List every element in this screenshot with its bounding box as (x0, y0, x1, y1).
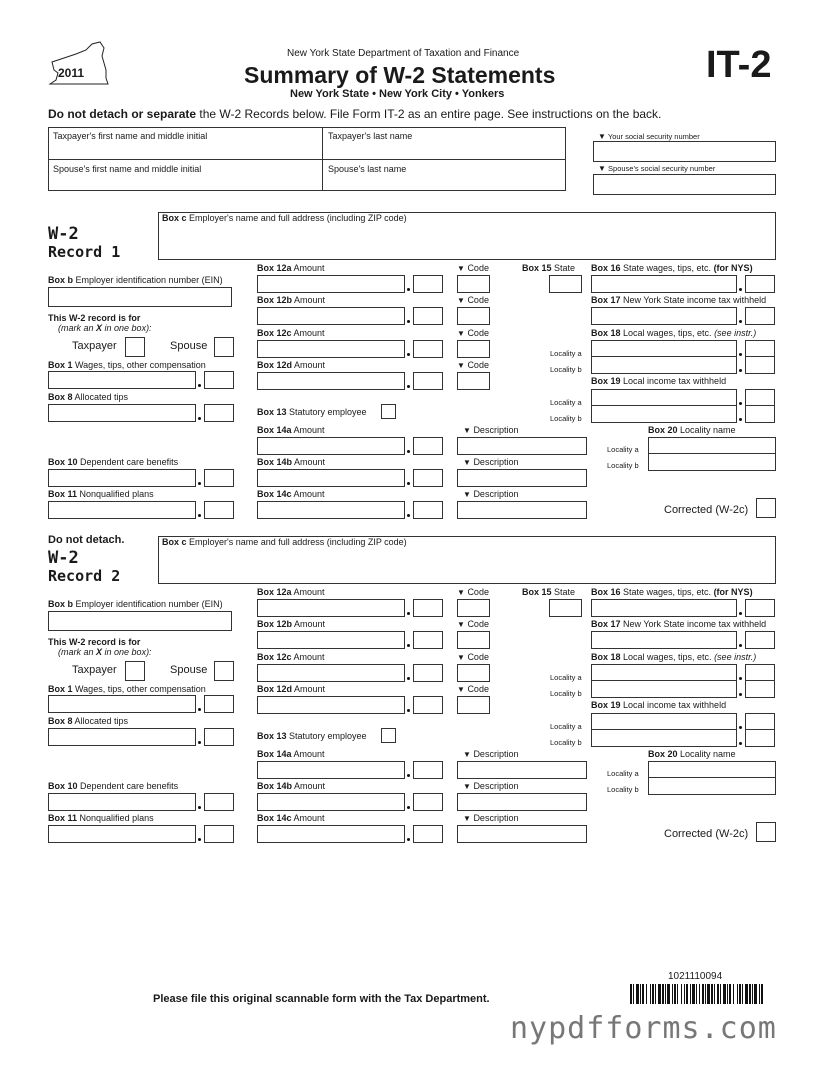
r1-corrected-label: Corrected (W-2c) (664, 504, 749, 516)
r2-corrected-label: Corrected (W-2c) (664, 828, 749, 840)
r1-box14b-dollars[interactable] (257, 469, 405, 487)
r1-record-for-label: This W-2 record is for (48, 313, 141, 323)
r2-box18-label: Box 18 Local wages, tips, etc. (see instr.) (591, 652, 757, 662)
r1-box12b-code-label: ▼ Code (457, 295, 489, 305)
barcode-bar (684, 984, 685, 1004)
r1-box13-checkbox[interactable] (381, 404, 396, 419)
r2-corrected-checkbox[interactable] (756, 822, 776, 842)
r2-box17-dollars[interactable] (591, 631, 737, 649)
r2-box14a-dollars[interactable] (257, 761, 405, 779)
r2-box1-dollars[interactable] (48, 695, 196, 713)
r1-box14b-cents[interactable] (413, 469, 443, 487)
r2-box18-b-dollars[interactable] (591, 680, 737, 698)
r2-box12c-code-label: ▼ Code (457, 652, 489, 662)
r2-box12a-decimal (407, 612, 410, 615)
r1-box10-dollars[interactable] (48, 469, 196, 487)
r1-box20-label: Box 20 Locality name (648, 425, 736, 435)
r2-box17-label: Box 17 New York State income tax withheld (591, 619, 767, 629)
r2-box8-dollars[interactable] (48, 728, 196, 746)
r2-box-b-label: Box b Employer identification number (EIN) (48, 599, 223, 609)
tax-year: 2011 (58, 66, 85, 80)
r2-box1-label: Box 1 Wages, tips, other compensation (48, 684, 206, 694)
r2-box12b-cents[interactable] (413, 631, 443, 649)
r1-box18-label: Box 18 Local wages, tips, etc. (see instr.) (591, 328, 757, 338)
r2-box16-dollars[interactable] (591, 599, 737, 617)
do-not-detach: Do not detach. (48, 534, 125, 546)
r1-box12c-code[interactable] (457, 340, 490, 358)
r2-box11-decimal (198, 838, 201, 841)
taxpayer-first-name-input[interactable] (50, 143, 320, 158)
r2-box12b-code[interactable] (457, 631, 490, 649)
r2-box14a-cents[interactable] (413, 761, 443, 779)
r2-box14c-desc[interactable] (457, 825, 587, 843)
r1-box12a-cents[interactable] (413, 275, 443, 293)
r2-box14a-decimal (407, 774, 410, 777)
r1-corrected-checkbox[interactable] (756, 498, 776, 518)
r2-box19-b-dollars[interactable] (591, 729, 737, 747)
name-divider-v (322, 127, 323, 191)
r2-box12a-code[interactable] (457, 599, 490, 617)
r2-box12c-code[interactable] (457, 664, 490, 682)
r2-box10-dollars[interactable] (48, 793, 196, 811)
barcode-bar (759, 984, 760, 1004)
r2-spouse-label: Spouse (170, 664, 208, 676)
r1-box18-a-decimal (739, 353, 742, 356)
r1-box1-label: Box 1 Wages, tips, other compensation (48, 360, 206, 370)
r2-box18-b-cents[interactable] (745, 680, 775, 698)
r2-box14b-dollars[interactable] (257, 793, 405, 811)
barcode-bar (742, 984, 743, 1004)
r1-box12d-label: Box 12d Amount (257, 360, 326, 370)
r2-box12b-decimal (407, 644, 410, 647)
form-title: Summary of W-2 Statements (244, 62, 556, 88)
r1-box19-b-dollars[interactable] (591, 405, 737, 423)
r1-box20-locality-a-label: Locality a (607, 445, 639, 454)
r2-box10-label: Box 10 Dependent care benefits (48, 781, 179, 791)
r1-box12c-decimal (407, 353, 410, 356)
r1-box14a-desc[interactable] (457, 437, 587, 455)
spouse-first-name-input[interactable] (50, 175, 320, 190)
r2-box11-cents[interactable] (204, 825, 234, 843)
r1-box18-locality-b-label: Locality b (550, 365, 582, 374)
r1-box14b-label: Box 14b Amount (257, 457, 326, 467)
r1-taxpayer-label: Taxpayer (72, 340, 117, 352)
r2-box12a-code-label: ▼ Code (457, 587, 489, 597)
barcode (630, 984, 766, 1004)
r2-box14b-decimal (407, 806, 410, 809)
r2-box12b-dollars[interactable] (257, 631, 405, 649)
r2-box18-locality-a-label: Locality a (550, 673, 582, 682)
r1-box19-label: Box 19 Local income tax withheld (591, 376, 727, 386)
barcode-bar (640, 984, 641, 1004)
r2-record-for-label: This W-2 record is for (48, 637, 141, 647)
r1-box10-cents[interactable] (204, 469, 234, 487)
r1-box19-b-decimal (739, 418, 742, 421)
r1-box8-label: Box 8 Allocated tips (48, 392, 129, 402)
r1-box14a-label: Box 14a Amount (257, 425, 325, 435)
r2-box8-cents[interactable] (204, 728, 234, 746)
r2-box14c-label: Box 14c Amount (257, 813, 325, 823)
r2-box12c-cents[interactable] (413, 664, 443, 682)
r2-box19-a-decimal (739, 726, 742, 729)
r1-box1-dollars[interactable] (48, 371, 196, 389)
barcode-bar (723, 984, 726, 1004)
barcode-bar (662, 984, 664, 1004)
r2-box19-b-decimal (739, 742, 742, 745)
r1-box16-label: Box 16 State wages, tips, etc. (for NYS) (591, 263, 753, 273)
r1-spouse-label: Spouse (170, 340, 208, 352)
r2-box8-label: Box 8 Allocated tips (48, 716, 129, 726)
r2-box12b-code-label: ▼ Code (457, 619, 489, 629)
r1-box10-decimal (198, 482, 201, 485)
barcode-bar (681, 984, 682, 1004)
r2-box17-cents[interactable] (745, 631, 775, 649)
barcode-bar (646, 984, 647, 1004)
r2-box14b-cents[interactable] (413, 793, 443, 811)
r2-box19-b-cents[interactable] (745, 729, 775, 747)
r2-box13-checkbox[interactable] (381, 728, 396, 743)
r2-box13-label: Box 13 Statutory employee (257, 731, 367, 741)
barcode-bar (665, 984, 666, 1004)
barcode-bar (739, 984, 741, 1004)
r2-box14a-label: Box 14a Amount (257, 749, 325, 759)
r1-box13-label: Box 13 Statutory employee (257, 407, 367, 417)
r1-box12d-code[interactable] (457, 372, 490, 390)
r1-box19-locality-b-label: Locality b (550, 414, 582, 423)
barcode-bar (714, 984, 715, 1004)
r1-box12d-dollars[interactable] (257, 372, 405, 390)
r2-box14c-cents[interactable] (413, 825, 443, 843)
r1-box14c-dollars[interactable] (257, 501, 405, 519)
r1-box12a-label: Box 12a Amount (257, 263, 325, 273)
name-divider-h (48, 159, 566, 160)
r1-box12b-decimal (407, 320, 410, 323)
r1-box14c-desc-label: ▼ Description (463, 489, 519, 499)
r1-box12c-dollars[interactable] (257, 340, 405, 358)
r1-box17-cents[interactable] (745, 307, 775, 325)
r1-box14b-desc[interactable] (457, 469, 587, 487)
taxpayer-last-name-input[interactable] (325, 143, 564, 158)
ssn-input[interactable] (593, 141, 776, 162)
r1-box14c-decimal (407, 514, 410, 517)
taxpayer-first-name-label: Taxpayer's first name and middle initial (53, 131, 208, 141)
barcode-bar (727, 984, 728, 1004)
r1-mark-x-label: (mark an X in one box): (58, 323, 152, 333)
r2-box15-input[interactable] (549, 599, 582, 617)
r2-box18-locality-b-label: Locality b (550, 689, 582, 698)
barcode-number: 1021110094 (668, 971, 723, 982)
r2-spouse-checkbox[interactable] (214, 661, 234, 681)
form-id: IT-2 (706, 44, 772, 86)
r1-box19-a-decimal (739, 402, 742, 405)
watermark: nypdfforms.com (510, 1011, 777, 1046)
r2-box1-decimal (198, 708, 201, 711)
barcode-bar (761, 984, 763, 1004)
r2-box16-label: Box 16 State wages, tips, etc. (for NYS) (591, 587, 753, 597)
r1-box12a-code-label: ▼ Code (457, 263, 489, 273)
barcode-bar (652, 984, 654, 1004)
barcode-bar (690, 984, 691, 1004)
r2-box20-label: Box 20 Locality name (648, 749, 736, 759)
r2-w2-title: W-2 (48, 548, 79, 568)
r2-box12a-dollars[interactable] (257, 599, 405, 617)
r2-box16-decimal (739, 612, 742, 615)
r1-box12b-label: Box 12b Amount (257, 295, 326, 305)
barcode-bar (702, 984, 704, 1004)
r1-box14c-cents[interactable] (413, 501, 443, 519)
barcode-bar (633, 984, 634, 1004)
r2-box19-label: Box 19 Local income tax withheld (591, 700, 727, 710)
r1-box14b-desc-label: ▼ Description (463, 457, 519, 467)
barcode-bar (752, 984, 753, 1004)
spouse-ssn-input[interactable] (593, 174, 776, 195)
r2-box12a-label: Box 12a Amount (257, 587, 325, 597)
r2-box12d-code[interactable] (457, 696, 490, 714)
barcode-bar (630, 984, 632, 1004)
r2-taxpayer-label: Taxpayer (72, 664, 117, 676)
r2-box12b-label: Box 12b Amount (257, 619, 326, 629)
r1-box17-label: Box 17 New York State income tax withheld (591, 295, 767, 305)
r1-box12a-decimal (407, 288, 410, 291)
r1-box18-b-dollars[interactable] (591, 356, 737, 374)
r2-box12c-label: Box 12c Amount (257, 652, 325, 662)
r1-ein-input[interactable] (48, 287, 232, 307)
ny-state-logo (46, 40, 112, 88)
r1-box12c-cents[interactable] (413, 340, 443, 358)
barcode-bar (717, 984, 719, 1004)
r1-box20-b[interactable] (648, 453, 776, 471)
r2-box12c-dollars[interactable] (257, 664, 405, 682)
r1-box11-cents[interactable] (204, 501, 234, 519)
r2-box14b-desc[interactable] (457, 793, 587, 811)
r1-box12a-code[interactable] (457, 275, 490, 293)
r1-box11-decimal (198, 514, 201, 517)
detach-instruction: Do not detach or separate the W-2 Records below. File Form IT-2 as an entire page. See instructions on the back. (48, 107, 662, 121)
barcode-bar (711, 984, 713, 1004)
barcode-bar (655, 984, 656, 1004)
barcode-bar (737, 984, 738, 1004)
r1-box16-cents[interactable] (745, 275, 775, 293)
r2-box18-a-decimal (739, 677, 742, 680)
r2-box12d-dollars[interactable] (257, 696, 405, 714)
r2-box16-cents[interactable] (745, 599, 775, 617)
barcode-bar (745, 984, 748, 1004)
barcode-bar (658, 984, 661, 1004)
r1-box12c-code-label: ▼ Code (457, 328, 489, 338)
taxpayer-last-name-label: Taxpayer's last name (328, 131, 413, 141)
r2-box12c-decimal (407, 677, 410, 680)
spouse-ssn-label: ▼ Spouse's social security number (598, 164, 716, 173)
r1-box11-dollars[interactable] (48, 501, 196, 519)
r1-box11-label: Box 11 Nonqualified plans (48, 489, 154, 499)
department-name: New York State Department of Taxation and Finance (287, 48, 520, 59)
r1-box8-dollars[interactable] (48, 404, 196, 422)
r2-box12a-cents[interactable] (413, 599, 443, 617)
r2-box1-cents[interactable] (204, 695, 234, 713)
r2-box20-locality-b-label: Locality b (607, 785, 639, 794)
r2-box12d-label: Box 12d Amount (257, 684, 326, 694)
r2-box8-decimal (198, 741, 201, 744)
r1-box14a-dollars[interactable] (257, 437, 405, 455)
barcode-bar (720, 984, 721, 1004)
barcode-bar (677, 984, 678, 1004)
r2-box14a-desc[interactable] (457, 761, 587, 779)
barcode-bar (686, 984, 688, 1004)
r2-box19-locality-a-label: Locality a (550, 722, 582, 731)
r2-box20-locality-a-label: Locality a (607, 769, 639, 778)
r1-box12a-dollars[interactable] (257, 275, 405, 293)
r2-box20-b[interactable] (648, 777, 776, 795)
r1-box12b-code[interactable] (457, 307, 490, 325)
r1-box15-label: Box 15 State (522, 263, 576, 273)
r1-box12d-code-label: ▼ Code (457, 360, 489, 370)
r2-mark-x-label: (mark an X in one box): (58, 647, 152, 657)
r2-box11-dollars[interactable] (48, 825, 196, 843)
r1-taxpayer-checkbox[interactable] (125, 337, 145, 357)
r2-box-c-label: Box c Employer's name and full address (including ZIP code) (162, 537, 407, 547)
r2-box12d-cents[interactable] (413, 696, 443, 714)
r1-spouse-checkbox[interactable] (214, 337, 234, 357)
r1-box16-decimal (739, 288, 742, 291)
barcode-bar (696, 984, 697, 1004)
r2-box14c-decimal (407, 838, 410, 841)
r1-box12c-label: Box 12c Amount (257, 328, 325, 338)
r2-taxpayer-checkbox[interactable] (125, 661, 145, 681)
form-subtitle: New York State • New York City • Yonkers (290, 88, 505, 100)
r1-box14a-cents[interactable] (413, 437, 443, 455)
barcode-bar (692, 984, 695, 1004)
filing-note: Please file this original scannable form with the Tax Department. (153, 993, 490, 1005)
r1-box10-label: Box 10 Dependent care benefits (48, 457, 179, 467)
r1-box-b-label: Box b Employer identification number (EIN) (48, 275, 223, 285)
barcode-bar (672, 984, 673, 1004)
r1-record-title: Record 1 (48, 243, 121, 261)
barcode-bar (707, 984, 710, 1004)
barcode-bar (733, 984, 734, 1004)
r1-box18-b-cents[interactable] (745, 356, 775, 374)
r1-box20-locality-b-label: Locality b (607, 461, 639, 470)
r1-box1-decimal (198, 384, 201, 387)
barcode-bar (729, 984, 731, 1004)
r1-box17-decimal (739, 320, 742, 323)
r1-box14c-label: Box 14c Amount (257, 489, 325, 499)
barcode-bar (642, 984, 644, 1004)
r1-box12b-dollars[interactable] (257, 307, 405, 325)
r2-box12d-decimal (407, 709, 410, 712)
r1-box15-input[interactable] (549, 275, 582, 293)
r2-box19-locality-b-label: Locality b (550, 738, 582, 747)
r1-box12d-decimal (407, 385, 410, 388)
r2-box14b-desc-label: ▼ Description (463, 781, 519, 791)
r2-box15-label: Box 15 State (522, 587, 576, 597)
r2-box17-decimal (739, 644, 742, 647)
r1-box18-b-decimal (739, 369, 742, 372)
spouse-last-name-input[interactable] (325, 175, 564, 190)
r2-box14b-label: Box 14b Amount (257, 781, 326, 791)
barcode-bar (705, 984, 706, 1004)
r2-box14c-dollars[interactable] (257, 825, 405, 843)
r1-box16-dollars[interactable] (591, 275, 737, 293)
barcode-bar (699, 984, 700, 1004)
r2-record-title: Record 2 (48, 567, 121, 585)
r2-box12d-code-label: ▼ Code (457, 684, 489, 694)
r2-box10-cents[interactable] (204, 793, 234, 811)
barcode-bar (674, 984, 676, 1004)
r1-box-c-label: Box c Employer's name and full address (including ZIP code) (162, 213, 407, 223)
r1-box19-locality-a-label: Locality a (550, 398, 582, 407)
spouse-first-name-label: Spouse's first name and middle initial (53, 164, 202, 174)
r1-box14c-desc[interactable] (457, 501, 587, 519)
r1-box14a-desc-label: ▼ Description (463, 425, 519, 435)
r1-box18-locality-a-label: Locality a (550, 349, 582, 358)
r1-box12b-cents[interactable] (413, 307, 443, 325)
r1-box1-cents[interactable] (204, 371, 234, 389)
barcode-bar (754, 984, 757, 1004)
r2-box14c-desc-label: ▼ Description (463, 813, 519, 823)
r2-box10-decimal (198, 806, 201, 809)
barcode-bar (636, 984, 639, 1004)
r2-box11-label: Box 11 Nonqualified plans (48, 813, 154, 823)
r1-box14a-decimal (407, 450, 410, 453)
spouse-last-name-label: Spouse's last name (328, 164, 407, 174)
r1-box19-b-cents[interactable] (745, 405, 775, 423)
barcode-bar (749, 984, 751, 1004)
r2-ein-input[interactable] (48, 611, 232, 631)
r1-box8-cents[interactable] (204, 404, 234, 422)
r1-box8-decimal (198, 417, 201, 420)
r1-box12d-cents[interactable] (413, 372, 443, 390)
barcode-bar (667, 984, 670, 1004)
barcode-bar (650, 984, 651, 1004)
r2-box14a-desc-label: ▼ Description (463, 749, 519, 759)
r1-box17-dollars[interactable] (591, 307, 737, 325)
r1-box14b-decimal (407, 482, 410, 485)
r2-box18-b-decimal (739, 693, 742, 696)
ssn-label: ▼ Your social security number (598, 132, 700, 141)
r1-w2-title: W-2 (48, 224, 79, 244)
